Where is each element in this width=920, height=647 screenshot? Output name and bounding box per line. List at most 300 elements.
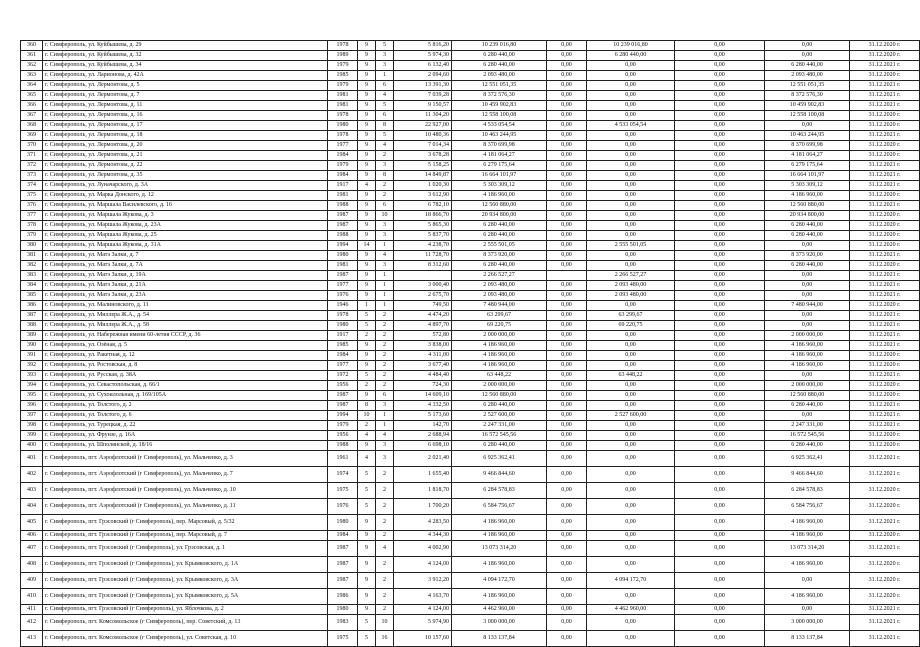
cell-year-built: 1977 (328, 141, 358, 151)
cell-address: г. Симферополь, ул. Озёная, д. 5 (43, 341, 328, 351)
cell-area: 4 238,70 (394, 241, 452, 251)
table-row (21, 589, 920, 605)
cell-cost-2021: 2 000 000,00 (765, 381, 850, 391)
cell-area: 4 484,40 (394, 371, 452, 381)
cell-deadline: 31.12.2020 г. (850, 557, 920, 573)
cell-cost-2021: 10 463 244,95 (765, 131, 850, 141)
cell-cost-col-b: 0,00 (675, 261, 765, 271)
table-row (21, 201, 920, 211)
cell-cost-col-b: 0,00 (675, 401, 765, 411)
cell-entrances: 2 (376, 531, 394, 541)
cell-floors: 5 (358, 499, 376, 515)
cell-deadline: 31.12.2020 г. (850, 431, 920, 441)
cell-address: г. Симферополь, ул. Лермонтова, д. 5 (43, 81, 328, 91)
cell-cost-2021: 6 280 440,00 (765, 231, 850, 241)
cell-deadline: 31.12.2020 г. (850, 441, 920, 451)
cell-deadline: 31.12.2021 г. (850, 421, 920, 431)
cell-cost-2021: 0,00 (765, 51, 850, 61)
cell-cost-2021: 0,00 (765, 281, 850, 291)
table-row (21, 191, 920, 201)
cell-row-number: 398 (21, 421, 43, 431)
cell-entrances: 2 (376, 467, 394, 483)
table-row (21, 451, 920, 467)
table-row (21, 361, 920, 371)
cell-cost-2020: 0,00 (587, 301, 675, 311)
cell-deadline: 31.12.2020 г. (850, 41, 920, 51)
cell-cost-2021: 4 186 960,00 (765, 351, 850, 361)
cell-area: 11 728,70 (394, 251, 452, 261)
cell-address: г. Симферополь, пгт. Комсомольское (г Симферополь), ул. Советская, д. 10 (43, 631, 328, 647)
cell-cost-2021: 0,00 (765, 605, 850, 615)
table-row (21, 499, 920, 515)
cell-total-cost: 6 280 440,00 (452, 51, 547, 61)
cell-address: г. Симферополь, ул. Толстого, д. 2 (43, 401, 328, 411)
table-row (21, 301, 920, 311)
cell-address: г. Симферополь, ул. Маршала Жукова, д. 31А (43, 241, 328, 251)
cell-cost-col-b: 0,00 (675, 421, 765, 431)
cell-total-cost: 16 572 545,56 (452, 431, 547, 441)
cell-deadline: 31.12.2021 г. (850, 331, 920, 341)
cell-deadline: 31.12.2021 г. (850, 81, 920, 91)
cell-cost-2021: 2 000 000,00 (765, 331, 850, 341)
cell-year-built: 1917 (328, 181, 358, 191)
cell-total-cost: 4 094 172,70 (452, 573, 547, 589)
cell-cost-col-a: 0,00 (547, 615, 587, 631)
cell-entrances: 4 (376, 141, 394, 151)
table-row (21, 311, 920, 321)
cell-floors: 9 (358, 61, 376, 71)
cell-cost-2020: 0,00 (587, 401, 675, 411)
cell-year-built: 1981 (328, 91, 358, 101)
cell-floors: 9 (358, 391, 376, 401)
table-row (21, 61, 920, 71)
cell-total-cost: 13 073 314,20 (452, 541, 547, 557)
cell-year-built: 1983 (328, 615, 358, 631)
cell-area: 4 332,50 (394, 401, 452, 411)
cell-cost-2021: 8 372 576,30 (765, 91, 850, 101)
cell-row-number: 408 (21, 557, 43, 573)
cell-address: г. Симферополь, ул. Ларионова, д. 42А (43, 71, 328, 81)
cell-area: 1 655,40 (394, 467, 452, 483)
cell-year-built: 1981 (328, 191, 358, 201)
cell-area: 2 675,70 (394, 291, 452, 301)
cell-area: 5 974,30 (394, 51, 452, 61)
cell-deadline: 31.12.2020 г. (850, 499, 920, 515)
cell-cost-col-a: 0,00 (547, 411, 587, 421)
cell-address: г. Симферополь, ул. Маршала Жукова, д. 25 (43, 231, 328, 241)
cell-area: 4 344,30 (394, 531, 452, 541)
cell-address: г. Симферополь, ул. Набережная имени 60-летия СССР, д. 36 (43, 331, 328, 341)
cell-cost-col-b: 0,00 (675, 181, 765, 191)
cell-year-built: 1984 (328, 171, 358, 181)
cell-total-cost: 2 527 600,00 (452, 411, 547, 421)
cell-floors: 9 (358, 131, 376, 141)
cell-cost-2020: 4 462 960,00 (587, 605, 675, 615)
cell-deadline: 31.12.2021 г. (850, 615, 920, 631)
cell-cost-col-b: 0,00 (675, 211, 765, 221)
cell-cost-2020: 0,00 (587, 221, 675, 231)
cell-total-cost: 6 280 440,00 (452, 221, 547, 231)
cell-area: 4 002,90 (394, 541, 452, 557)
cell-cost-col-a: 0,00 (547, 101, 587, 111)
cell-cost-col-b: 0,00 (675, 351, 765, 361)
table-row (21, 321, 920, 331)
cell-entrances: 2 (376, 483, 394, 499)
cell-year-built: 1987 (328, 573, 358, 589)
cell-total-cost: 2 266 527,27 (452, 271, 547, 281)
cell-cost-2020: 0,00 (587, 111, 675, 121)
cell-floors: 9 (358, 91, 376, 101)
cell-cost-col-a: 0,00 (547, 331, 587, 341)
cell-entrances: 4 (376, 431, 394, 441)
cell-entrances: 1 (376, 291, 394, 301)
cell-entrances: 8 (376, 171, 394, 181)
cell-year-built: 1980 (328, 121, 358, 131)
cell-row-number: 375 (21, 191, 43, 201)
cell-area: 14 609,10 (394, 391, 452, 401)
cell-cost-2020: 10 239 016,80 (587, 41, 675, 51)
cell-year-built: 1976 (328, 291, 358, 301)
cell-cost-2020: 0,00 (587, 557, 675, 573)
cell-area: 4 124,00 (394, 557, 452, 573)
cell-entrances: 1 (376, 281, 394, 291)
cell-cost-2020: 0,00 (587, 141, 675, 151)
cell-cost-2021: 6 280 440,00 (765, 261, 850, 271)
cell-total-cost: 6 584 756,67 (452, 499, 547, 515)
table-row (21, 483, 920, 499)
table-row (21, 51, 920, 61)
cell-year-built: 1956 (328, 431, 358, 441)
cell-area: 4 283,50 (394, 515, 452, 531)
cell-area: 4 474,20 (394, 311, 452, 321)
cell-cost-col-b: 0,00 (675, 391, 765, 401)
cell-row-number: 365 (21, 91, 43, 101)
cell-address: г. Симферополь, ул. Фрунзе, д. 16А (43, 431, 328, 441)
cell-cost-col-a: 0,00 (547, 141, 587, 151)
cell-cost-col-a: 0,00 (547, 557, 587, 573)
cell-cost-2020: 0,00 (587, 81, 675, 91)
cell-cost-col-a: 0,00 (547, 231, 587, 241)
cell-year-built: 1987 (328, 391, 358, 401)
cell-cost-2020: 63 448,22 (587, 371, 675, 381)
cell-row-number: 383 (21, 271, 43, 281)
cell-cost-2021: 2 247 331,00 (765, 421, 850, 431)
cell-cost-col-b: 0,00 (675, 221, 765, 231)
cell-floors: 9 (358, 281, 376, 291)
cell-entrances: 1 (376, 71, 394, 81)
cell-cost-col-b: 0,00 (675, 451, 765, 467)
housing-register-table (20, 40, 920, 647)
cell-address: г. Симферополь, пгт. Аэрофлотский (г Симферополь), ул. Мальченко, д. 11 (43, 499, 328, 515)
cell-area: 5 816,20 (394, 41, 452, 51)
cell-entrances: 4 (376, 91, 394, 101)
cell-total-cost: 8 133 137,84 (452, 631, 547, 647)
cell-row-number: 367 (21, 111, 43, 121)
table-row (21, 421, 920, 431)
cell-total-cost: 6 280 440,00 (452, 401, 547, 411)
cell-cost-col-b: 0,00 (675, 411, 765, 421)
cell-cost-col-a: 0,00 (547, 371, 587, 381)
table-row (21, 557, 920, 573)
cell-area: 5 158,25 (394, 161, 452, 171)
cell-cost-2021: 10 459 902,83 (765, 101, 850, 111)
cell-cost-2020: 0,00 (587, 181, 675, 191)
cell-entrances: 2 (376, 351, 394, 361)
cell-year-built: 1975 (328, 483, 358, 499)
cell-area: 6 132,40 (394, 61, 452, 71)
cell-address: г. Симферополь, ул. Маршала Василевского, д. 16 (43, 201, 328, 211)
cell-cost-2020: 0,00 (587, 361, 675, 371)
cell-floors: 9 (358, 41, 376, 51)
cell-area: 11 304,20 (394, 111, 452, 121)
table-row (21, 211, 920, 221)
cell-entrances: 6 (376, 201, 394, 211)
cell-total-cost: 7 480 944,00 (452, 301, 547, 311)
cell-entrances: 2 (376, 341, 394, 351)
cell-row-number: 405 (21, 515, 43, 531)
cell-floors: 9 (358, 211, 376, 221)
cell-row-number: 360 (21, 41, 43, 51)
cell-year-built: 1987 (328, 557, 358, 573)
table-row (21, 381, 920, 391)
cell-cost-col-a: 0,00 (547, 631, 587, 647)
cell-cost-col-a: 0,00 (547, 321, 587, 331)
cell-address: г. Симферополь, ул. Лермонтова, д. 18 (43, 131, 328, 141)
cell-entrances: 3 (376, 401, 394, 411)
cell-year-built: 1979 (328, 81, 358, 91)
table-row (21, 615, 920, 631)
cell-row-number: 378 (21, 221, 43, 231)
cell-floors: 4 (358, 181, 376, 191)
cell-area: 8 312,60 (394, 261, 452, 271)
cell-floors: 2 (358, 421, 376, 431)
cell-cost-col-b: 0,00 (675, 381, 765, 391)
cell-floors: 2 (358, 381, 376, 391)
cell-year-built: 1979 (328, 161, 358, 171)
cell-area: 3 838,00 (394, 341, 452, 351)
table-row (21, 531, 920, 541)
cell-entrances: 2 (376, 589, 394, 605)
cell-cost-2021: 12 558 100,08 (765, 111, 850, 121)
cell-row-number: 392 (21, 361, 43, 371)
cell-floors: 5 (358, 321, 376, 331)
cell-cost-col-a: 0,00 (547, 499, 587, 515)
cell-cost-2020: 0,00 (587, 589, 675, 605)
cell-cost-2020: 0,00 (587, 331, 675, 341)
cell-address: г. Симферополь, пгт. Комсомольское (г Симферополь), пер. Советский, д. 13 (43, 615, 328, 631)
cell-cost-2021: 6 284 578,83 (765, 483, 850, 499)
cell-address: г. Симферополь, ул. Матэ Залки, д. 23А (43, 291, 328, 301)
cell-cost-col-b: 0,00 (675, 191, 765, 201)
cell-cost-col-a: 0,00 (547, 171, 587, 181)
cell-floors: 14 (358, 241, 376, 251)
cell-cost-col-b: 0,00 (675, 71, 765, 81)
cell-address: г. Симферополь, ул. Турецкая, д. 22 (43, 421, 328, 431)
cell-cost-2020: 0,00 (587, 201, 675, 211)
cell-year-built: 1956 (328, 381, 358, 391)
cell-cost-2020: 0,00 (587, 211, 675, 221)
cell-deadline: 31.12.2020 г. (850, 589, 920, 605)
cell-cost-2021: 9 466 844,60 (765, 467, 850, 483)
cell-cost-2020: 0,00 (587, 161, 675, 171)
cell-cost-col-a: 0,00 (547, 573, 587, 589)
cell-area: 4 311,00 (394, 351, 452, 361)
table-row (21, 271, 920, 281)
cell-year-built: 1917 (328, 331, 358, 341)
cell-entrances: 2 (376, 381, 394, 391)
cell-deadline: 31.12.2021 г. (850, 281, 920, 291)
cell-cost-col-b: 0,00 (675, 431, 765, 441)
cell-address: г. Симферополь, ул. Шполянской, д. 18/16 (43, 441, 328, 451)
cell-cost-2021: 4 186 960,00 (765, 341, 850, 351)
cell-year-built: 1987 (328, 271, 358, 281)
cell-total-cost: 8 370 699,98 (452, 141, 547, 151)
cell-address: г. Симферополь, ул. Лермонтова, д. 17 (43, 121, 328, 131)
cell-deadline: 31.12.2020 г. (850, 381, 920, 391)
cell-deadline: 31.12.2021 г. (850, 181, 920, 191)
cell-row-number: 401 (21, 451, 43, 467)
cell-address: г. Симферополь, пгт. Аэрофлотский (г Симферополь), ул. Мальченко, д. 3 (43, 451, 328, 467)
cell-area: 4 124,00 (394, 605, 452, 615)
cell-area: 4 163,70 (394, 589, 452, 605)
cell-deadline: 31.12.2020 г. (850, 71, 920, 81)
cell-year-built: 1946 (328, 301, 358, 311)
cell-cost-col-b: 0,00 (675, 121, 765, 131)
table-row (21, 261, 920, 271)
cell-floors: 10 (358, 411, 376, 421)
cell-cost-col-b: 0,00 (675, 91, 765, 101)
cell-floors: 9 (358, 141, 376, 151)
cell-cost-col-b: 0,00 (675, 499, 765, 515)
table-row (21, 631, 920, 647)
table-row (21, 401, 920, 411)
cell-cost-2021: 4 186 960,00 (765, 589, 850, 605)
cell-cost-col-a: 0,00 (547, 191, 587, 201)
cell-cost-col-b: 0,00 (675, 573, 765, 589)
table-row (21, 371, 920, 381)
cell-deadline: 31.12.2021 г. (850, 411, 920, 421)
cell-year-built: 1977 (328, 361, 358, 371)
cell-total-cost: 4 462 960,00 (452, 605, 547, 615)
cell-cost-col-b: 0,00 (675, 101, 765, 111)
cell-floors: 9 (358, 151, 376, 161)
cell-address: г. Симферополь, пгт. Грэсовский (г Симферополь), ул. Грэсовская, д. 1 (43, 541, 328, 557)
cell-cost-2021: 6 279 175,64 (765, 161, 850, 171)
cell-cost-2021: 4 186 960,00 (765, 191, 850, 201)
cell-cost-2021: 6 280 440,00 (765, 61, 850, 71)
cell-cost-col-a: 0,00 (547, 71, 587, 81)
cell-entrances: 4 (376, 541, 394, 557)
cell-entrances: 3 (376, 161, 394, 171)
cell-row-number: 377 (21, 211, 43, 221)
cell-floors: 9 (358, 111, 376, 121)
cell-year-built: 1984 (328, 351, 358, 361)
table-row (21, 605, 920, 615)
cell-cost-col-a: 0,00 (547, 515, 587, 531)
cell-total-cost: 69 220,75 (452, 321, 547, 331)
cell-area: 3 678,28 (394, 151, 452, 161)
cell-cost-2021: 0,00 (765, 41, 850, 51)
cell-deadline: 31.12.2021 г. (850, 201, 920, 211)
cell-address: г. Симферополь, ул. Маршала Жукова, д. 23А (43, 221, 328, 231)
cell-cost-col-b: 0,00 (675, 341, 765, 351)
cell-total-cost: 2 093 480,00 (452, 281, 547, 291)
cell-cost-2021: 8 373 920,00 (765, 251, 850, 261)
table-row (21, 231, 920, 241)
cell-floors: 9 (358, 541, 376, 557)
cell-row-number: 411 (21, 605, 43, 615)
cell-cost-2021: 6 925 362,41 (765, 451, 850, 467)
cell-cost-2021: 12 560 880,00 (765, 391, 850, 401)
cell-year-built: 1987 (328, 401, 358, 411)
cell-cost-col-a: 0,00 (547, 201, 587, 211)
cell-cost-col-b: 0,00 (675, 231, 765, 241)
cell-area: 4 897,70 (394, 321, 452, 331)
cell-cost-col-a: 0,00 (547, 441, 587, 451)
cell-row-number: 394 (21, 381, 43, 391)
cell-address: г. Симферополь, ул. Миллера Ж.А., д. 58 (43, 321, 328, 331)
cell-year-built: 1978 (328, 41, 358, 51)
cell-entrances: 6 (376, 81, 394, 91)
cell-floors: 9 (358, 341, 376, 351)
cell-entrances: 2 (376, 361, 394, 371)
cell-address: г. Симферополь, ул. Матэ Залки, д. 19А (43, 271, 328, 281)
cell-entrances: 1 (376, 421, 394, 431)
cell-entrances: 2 (376, 311, 394, 321)
cell-area: 6 698,10 (394, 441, 452, 451)
cell-floors: 9 (358, 101, 376, 111)
cell-entrances: 5 (376, 101, 394, 111)
cell-area: 7 014,34 (394, 141, 452, 151)
cell-address: г. Симферополь, ул. Лермонтова, д. 35 (43, 171, 328, 181)
cell-cost-2021: 3 000 000,00 (765, 615, 850, 631)
table-row (21, 91, 920, 101)
cell-year-built: 1985 (328, 341, 358, 351)
cell-year-built: 1978 (328, 111, 358, 121)
cell-deadline: 31.12.2021 г. (850, 291, 920, 301)
cell-cost-col-a: 0,00 (547, 41, 587, 51)
cell-cost-2021: 7 480 944,00 (765, 301, 850, 311)
cell-row-number: 382 (21, 261, 43, 271)
table-row (21, 171, 920, 181)
cell-entrances: 2 (376, 181, 394, 191)
cell-deadline: 31.12.2021 г. (850, 251, 920, 261)
cell-cost-col-a: 0,00 (547, 361, 587, 371)
cell-address: г. Симферополь, ул. Луначарского, д. 3А (43, 181, 328, 191)
cell-cost-col-b: 0,00 (675, 441, 765, 451)
cell-cost-col-b: 0,00 (675, 301, 765, 311)
cell-row-number: 413 (21, 631, 43, 647)
cell-cost-2021: 0,00 (765, 311, 850, 321)
cell-cost-2020: 6 280 440,00 (587, 51, 675, 61)
cell-total-cost: 20 934 800,00 (452, 211, 547, 221)
cell-cost-col-b: 0,00 (675, 131, 765, 141)
cell-address: г. Симферополь, ул. Матэ Залки, д. 21А (43, 281, 328, 291)
table-row (21, 467, 920, 483)
cell-address: г. Симферополь, пгт. Аэрофлотский (г Симферополь), ул. Мальченко, д. 10 (43, 483, 328, 499)
cell-cost-col-b: 0,00 (675, 361, 765, 371)
cell-row-number: 379 (21, 231, 43, 241)
cell-entrances: 1 (376, 301, 394, 311)
cell-entrances: 10 (376, 211, 394, 221)
cell-area: 3 912,20 (394, 573, 452, 589)
cell-floors: 9 (358, 191, 376, 201)
cell-area: 3 612,90 (394, 191, 452, 201)
cell-floors: 9 (358, 221, 376, 231)
cell-year-built: 1979 (328, 421, 358, 431)
cell-cost-col-a: 0,00 (547, 221, 587, 231)
cell-address: г. Симферополь, ул. Сухоилольная, д. 169/105А (43, 391, 328, 401)
